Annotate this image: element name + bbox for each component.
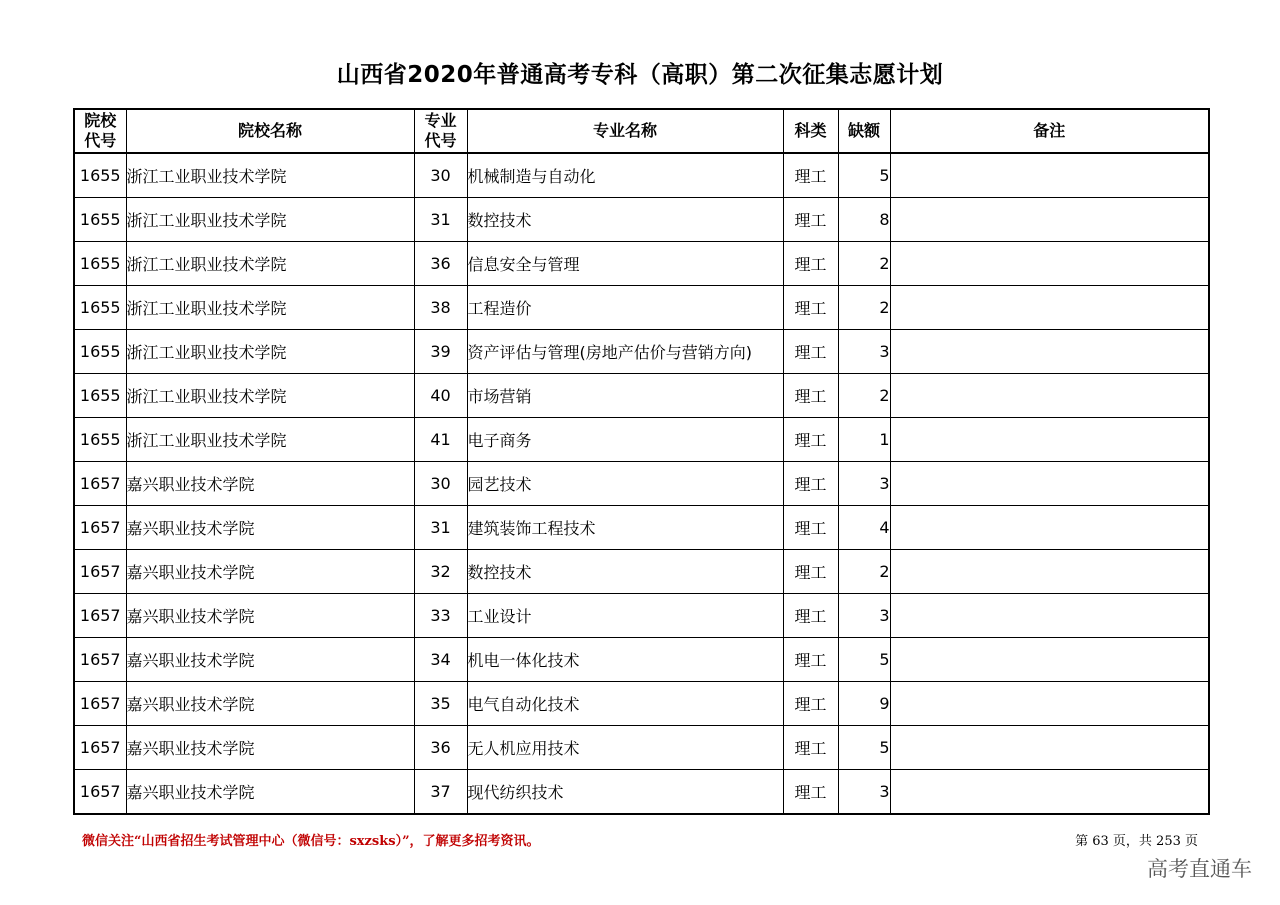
table-row bbox=[74, 330, 1209, 374]
header-remarks: 备注 bbox=[890, 109, 1209, 153]
remarks-cell bbox=[890, 374, 1209, 418]
major-code-cell: 31 bbox=[414, 506, 467, 550]
school-code-cell: 1655 bbox=[74, 330, 126, 374]
remarks-cell bbox=[890, 418, 1209, 462]
table-row bbox=[74, 770, 1209, 815]
school-code-cell: 1657 bbox=[74, 550, 126, 594]
page-title: 山西省2020年普通高考专科（高职）第二次征集志愿计划 bbox=[336, 62, 944, 88]
table-row bbox=[74, 682, 1209, 726]
vacancies-cell: 8 bbox=[838, 198, 890, 242]
remarks-cell bbox=[890, 506, 1209, 550]
category-cell: 理工 bbox=[783, 330, 838, 374]
school-code-cell: 1655 bbox=[74, 374, 126, 418]
remarks-cell bbox=[890, 638, 1209, 682]
header-major-name: 专业名称 bbox=[467, 109, 783, 153]
category-cell: 理工 bbox=[783, 242, 838, 286]
vacancies-cell: 9 bbox=[838, 682, 890, 726]
major-name-cell: 机械制造与自动化 bbox=[467, 153, 783, 198]
category-cell: 理工 bbox=[783, 462, 838, 506]
major-name-cell: 市场营销 bbox=[467, 374, 783, 418]
school-code-cell: 1657 bbox=[74, 726, 126, 770]
table-row bbox=[74, 374, 1209, 418]
major-code-cell: 36 bbox=[414, 242, 467, 286]
major-code-cell: 41 bbox=[414, 418, 467, 462]
school-name-cell: 嘉兴职业技术学院 bbox=[126, 682, 414, 726]
remarks-cell bbox=[890, 330, 1209, 374]
category-cell: 理工 bbox=[783, 418, 838, 462]
header-school-code: 院校 代号 bbox=[74, 109, 126, 153]
vacancies-cell: 5 bbox=[838, 153, 890, 198]
table-row bbox=[74, 638, 1209, 682]
school-name-cell: 嘉兴职业技术学院 bbox=[126, 638, 414, 682]
major-name-cell: 电气自动化技术 bbox=[467, 682, 783, 726]
header-category: 科类 bbox=[783, 109, 838, 153]
vacancies-cell: 5 bbox=[838, 638, 890, 682]
school-name-cell: 嘉兴职业技术学院 bbox=[126, 550, 414, 594]
school-code-cell: 1655 bbox=[74, 286, 126, 330]
school-code-cell: 1657 bbox=[74, 682, 126, 726]
major-name-cell: 资产评估与管理(房地产估价与营销方向) bbox=[467, 330, 783, 374]
remarks-cell bbox=[890, 198, 1209, 242]
school-code-cell: 1657 bbox=[74, 770, 126, 815]
school-name-cell: 浙江工业职业技术学院 bbox=[126, 242, 414, 286]
table-row bbox=[74, 198, 1209, 242]
watermark: 高考直通车 bbox=[1147, 857, 1252, 881]
school-name-cell: 嘉兴职业技术学院 bbox=[126, 726, 414, 770]
vacancies-cell: 2 bbox=[838, 550, 890, 594]
category-cell: 理工 bbox=[783, 286, 838, 330]
table-row bbox=[74, 286, 1209, 330]
major-code-cell: 34 bbox=[414, 638, 467, 682]
major-code-cell: 33 bbox=[414, 594, 467, 638]
remarks-cell bbox=[890, 242, 1209, 286]
remarks-cell bbox=[890, 153, 1209, 198]
table-header-row bbox=[74, 109, 1209, 153]
vacancies-cell: 4 bbox=[838, 506, 890, 550]
table-row bbox=[74, 550, 1209, 594]
school-code-cell: 1655 bbox=[74, 418, 126, 462]
school-code-cell: 1657 bbox=[74, 462, 126, 506]
remarks-cell bbox=[890, 550, 1209, 594]
school-name-cell: 浙江工业职业技术学院 bbox=[126, 418, 414, 462]
major-code-cell: 39 bbox=[414, 330, 467, 374]
major-name-cell: 工程造价 bbox=[467, 286, 783, 330]
school-code-cell: 1655 bbox=[74, 153, 126, 198]
vacancies-cell: 3 bbox=[838, 462, 890, 506]
school-name-cell: 浙江工业职业技术学院 bbox=[126, 374, 414, 418]
vacancies-cell: 5 bbox=[838, 726, 890, 770]
table-row bbox=[74, 726, 1209, 770]
table-body bbox=[74, 153, 1209, 814]
remarks-cell bbox=[890, 594, 1209, 638]
major-name-cell: 建筑装饰工程技术 bbox=[467, 506, 783, 550]
vacancies-cell: 2 bbox=[838, 242, 890, 286]
school-code-cell: 1657 bbox=[74, 506, 126, 550]
vacancies-cell: 2 bbox=[838, 286, 890, 330]
category-cell: 理工 bbox=[783, 506, 838, 550]
remarks-cell bbox=[890, 726, 1209, 770]
table-row bbox=[74, 594, 1209, 638]
header-major-code: 专业 代号 bbox=[414, 109, 467, 153]
remarks-cell bbox=[890, 770, 1209, 815]
school-name-cell: 浙江工业职业技术学院 bbox=[126, 198, 414, 242]
school-name-cell: 浙江工业职业技术学院 bbox=[126, 330, 414, 374]
major-name-cell: 无人机应用技术 bbox=[467, 726, 783, 770]
vacancies-cell: 3 bbox=[838, 330, 890, 374]
category-cell: 理工 bbox=[783, 594, 838, 638]
major-name-cell: 电子商务 bbox=[467, 418, 783, 462]
category-cell: 理工 bbox=[783, 374, 838, 418]
remarks-cell bbox=[890, 682, 1209, 726]
vacancies-cell: 3 bbox=[838, 770, 890, 815]
major-code-cell: 31 bbox=[414, 198, 467, 242]
table-row bbox=[74, 506, 1209, 550]
vacancies-cell: 1 bbox=[838, 418, 890, 462]
category-cell: 理工 bbox=[783, 638, 838, 682]
school-name-cell: 浙江工业职业技术学院 bbox=[126, 153, 414, 198]
school-name-cell: 嘉兴职业技术学院 bbox=[126, 506, 414, 550]
header-vacancies: 缺额 bbox=[838, 109, 890, 153]
major-name-cell: 信息安全与管理 bbox=[467, 242, 783, 286]
table-row bbox=[74, 242, 1209, 286]
category-cell: 理工 bbox=[783, 726, 838, 770]
major-name-cell: 工业设计 bbox=[467, 594, 783, 638]
school-code-cell: 1657 bbox=[74, 594, 126, 638]
category-cell: 理工 bbox=[783, 682, 838, 726]
major-code-cell: 35 bbox=[414, 682, 467, 726]
major-code-cell: 40 bbox=[414, 374, 467, 418]
major-name-cell: 机电一体化技术 bbox=[467, 638, 783, 682]
major-name-cell: 园艺技术 bbox=[467, 462, 783, 506]
header-school-name: 院校名称 bbox=[126, 109, 414, 153]
major-name-cell: 现代纺织技术 bbox=[467, 770, 783, 815]
category-cell: 理工 bbox=[783, 153, 838, 198]
wechat-notice: 微信关注“山西省招生考试管理中心（微信号：sxzsks）”，了解更多招考资讯。 bbox=[82, 834, 540, 849]
table-row bbox=[74, 418, 1209, 462]
school-name-cell: 嘉兴职业技术学院 bbox=[126, 594, 414, 638]
major-name-cell: 数控技术 bbox=[467, 198, 783, 242]
remarks-cell bbox=[890, 462, 1209, 506]
remarks-cell bbox=[890, 286, 1209, 330]
table-row bbox=[74, 153, 1209, 198]
school-code-cell: 1655 bbox=[74, 198, 126, 242]
major-code-cell: 30 bbox=[414, 153, 467, 198]
vacancies-cell: 2 bbox=[838, 374, 890, 418]
category-cell: 理工 bbox=[783, 198, 838, 242]
category-cell: 理工 bbox=[783, 770, 838, 815]
school-name-cell: 嘉兴职业技术学院 bbox=[126, 462, 414, 506]
school-name-cell: 浙江工业职业技术学院 bbox=[126, 286, 414, 330]
category-cell: 理工 bbox=[783, 550, 838, 594]
major-code-cell: 37 bbox=[414, 770, 467, 815]
plan-table bbox=[73, 108, 1210, 815]
major-name-cell: 数控技术 bbox=[467, 550, 783, 594]
vacancies-cell: 3 bbox=[838, 594, 890, 638]
school-code-cell: 1657 bbox=[74, 638, 126, 682]
major-code-cell: 38 bbox=[414, 286, 467, 330]
page-number: 第 63 页，共 253 页 bbox=[1075, 834, 1198, 849]
major-code-cell: 36 bbox=[414, 726, 467, 770]
major-code-cell: 30 bbox=[414, 462, 467, 506]
school-name-cell: 嘉兴职业技术学院 bbox=[126, 770, 414, 815]
major-code-cell: 32 bbox=[414, 550, 467, 594]
school-code-cell: 1655 bbox=[74, 242, 126, 286]
table-row bbox=[74, 462, 1209, 506]
